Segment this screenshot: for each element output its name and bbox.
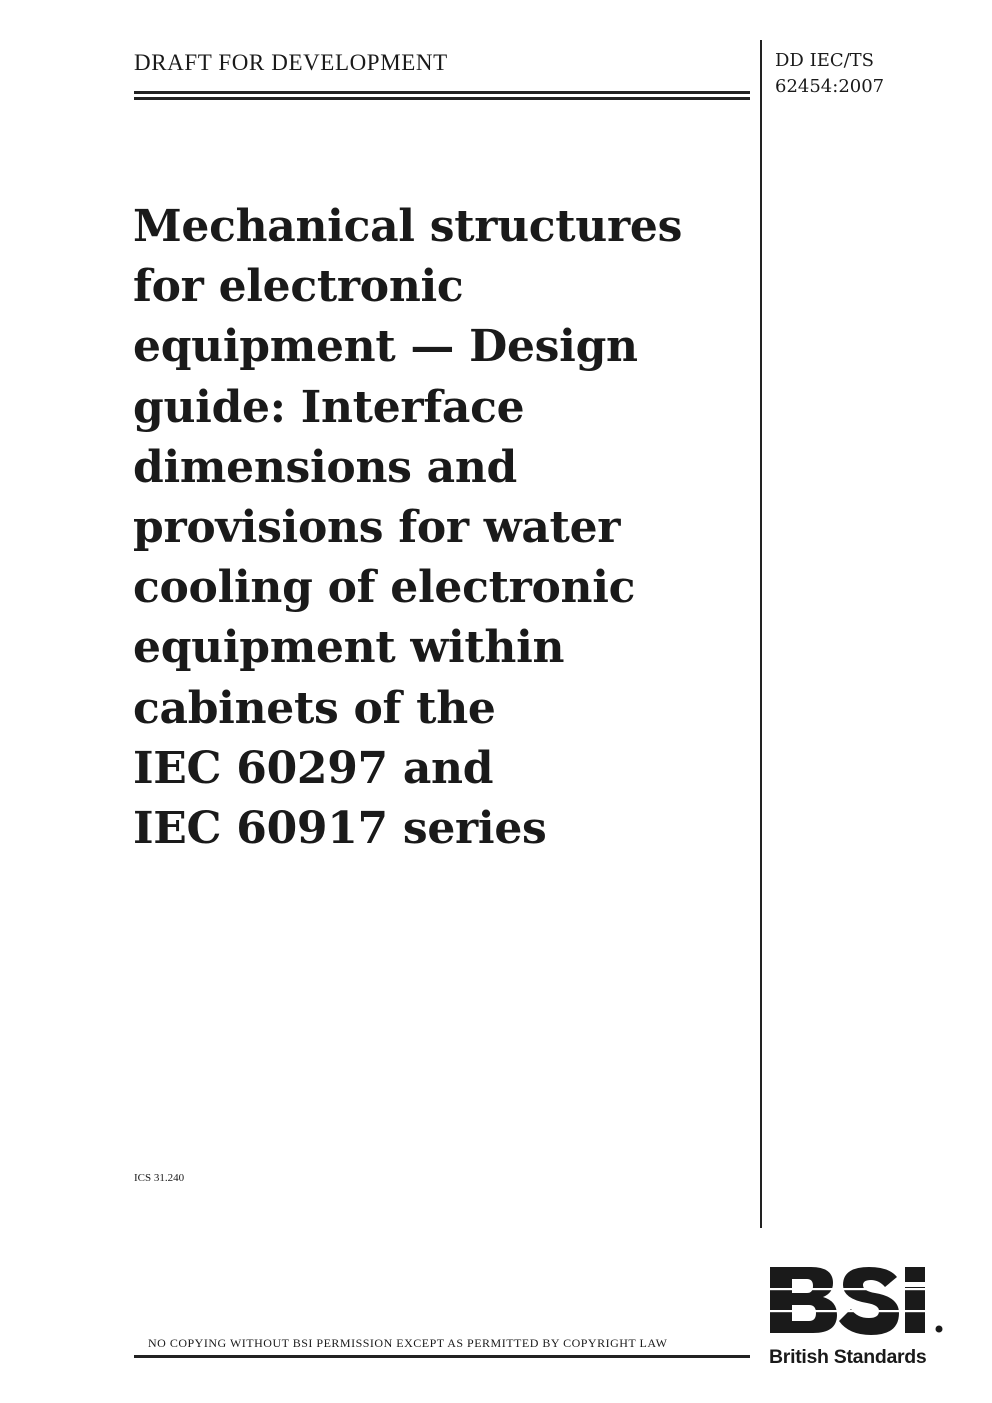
title-line: Mechanical structures	[133, 201, 683, 252]
footer-rule	[134, 1355, 750, 1358]
title-line: IEC 60917 series	[133, 803, 547, 855]
title-line: IEC 60297 and	[133, 742, 494, 794]
document-status-label: DRAFT FOR DEVELOPMENT	[134, 50, 448, 75]
document-code-line-1: DD IEC/TS	[775, 50, 875, 71]
document-title	[133, 197, 753, 859]
vertical-divider	[760, 40, 762, 1228]
title-line: for electronic	[133, 261, 464, 313]
title-line: dimensions and	[133, 441, 518, 493]
title-line: cooling of electronic	[133, 562, 636, 614]
title-line: provisions for water	[133, 502, 621, 554]
document-code-line-2: 62454:2007	[775, 76, 885, 97]
bsi-logo-letter-b	[770, 1267, 837, 1333]
ics-code: ICS 31.240	[134, 1172, 185, 1184]
bsi-logo-caption: British Standards	[769, 1346, 927, 1368]
bsi-logo-mark-dot	[936, 1326, 943, 1333]
title-line: cabinets of the	[133, 682, 496, 734]
bsi-logo-letter-s	[839, 1267, 899, 1335]
header-rule-bottom	[134, 97, 750, 100]
title-line: equipment — Design	[133, 321, 638, 373]
header-rule-top	[134, 91, 750, 94]
bsi-logo-icon	[767, 1263, 947, 1383]
copyright-notice: NO COPYING WITHOUT BSI PERMISSION EXCEPT AS PERMITTED BY COPYRIGHT LAW	[148, 1336, 668, 1350]
title-line: guide: Interface	[133, 381, 525, 433]
title-line: equipment within	[133, 622, 565, 674]
document-code	[775, 48, 884, 100]
bsi-logo-mark-text: BSI	[767, 1263, 769, 1264]
bsi-logo-dot	[905, 1267, 925, 1282]
